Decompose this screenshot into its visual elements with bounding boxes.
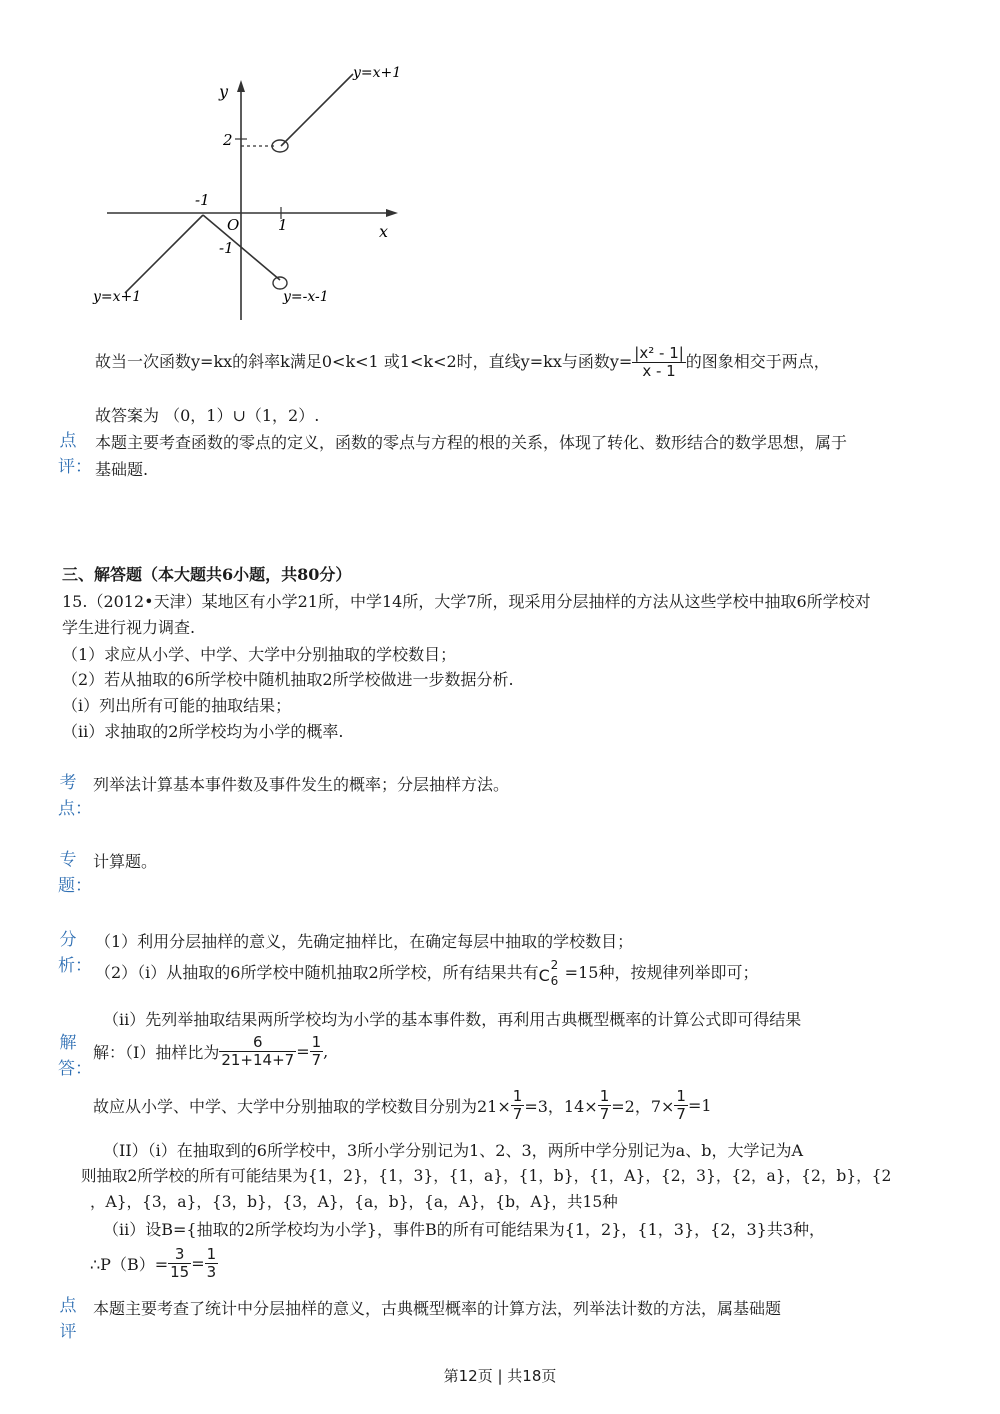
ratio-res-den: 7 [311,1051,322,1069]
fraction-b [598,1088,612,1123]
tick-label-neg1-y: -1 [219,239,234,257]
sampling-ratio-fraction [219,1034,296,1069]
jieda-step4: 则抽取2所学校的所有可能结果为{1，2}，{1，3}，{1，a}，{1，b}，{1，A}，{2，3}，{2，a}，{2，b}，{2 [81,1167,892,1185]
step2-pre: 故应从小学、中学、大学中分别抽取的学校数目分别为21× [93,1097,511,1116]
step7-pre: ∴P（B）= [90,1255,169,1274]
x-axis-arrow [386,209,398,217]
comb-sup: 2 [550,957,559,972]
tick-label-2: 2 [223,131,233,149]
zhuanti-text: 计算题。 [93,852,158,871]
label-y-neg-x-minus-1: y=-x-1 [283,289,329,305]
conclusion-post: 的图象相交于两点， [685,352,830,371]
jieda-step5: ，A}，{3，a}，{3，b}，{3，A}，{a，b}，{a，A}，{b，A}，共15种 [90,1193,618,1211]
prob-num1: 3 [168,1246,191,1264]
tick-label-1: 1 [278,216,288,234]
frac-b-den: 7 [599,1105,610,1123]
y-axis-arrow [237,80,245,92]
combination [538,957,565,988]
conclusion-pre: 故当一次函数y=kx的斜率k满足0<k<1 或1<k<2时，直线y=kx与函数y= [95,352,633,371]
step1-end: , [323,1042,329,1061]
step2-b: =2，7× [611,1097,675,1116]
step2-c: =1 [687,1096,712,1115]
abs-fraction [632,345,686,380]
jieda-step2 [93,1088,712,1123]
prob-fraction-2 [205,1246,219,1281]
q15-part-i: （ⅰ）列出所有可能的抽取结果； [62,696,292,715]
fenxi-line2 [95,957,759,988]
review-text-1a: 本题主要考查函数的零点的定义，函数的零点与方程的根的关系，体现了转化、数形结合的数学思想，属于 [95,433,848,452]
fraction-c [674,1088,688,1123]
ratio-den: 21+14+7 [221,1051,295,1069]
jieda-step3: （II）（i）在抽取到的6所学校中，3所小学分别记为1、2、3，两所中学分别记为a、b，大学记为A [103,1141,803,1160]
kaodian-tag: 考点： [58,773,92,819]
comb-c: C [538,965,550,985]
prob-fraction-1 [168,1246,191,1281]
step1-pre: 解：（I）抽样比为 [93,1043,220,1062]
prob-num2: 1 [206,1245,217,1263]
q15-part1: （1）求应从小学、中学、大学中分别抽取的学校数目； [62,645,457,664]
jieda-step7 [90,1246,218,1281]
q15-line1: 15.（2012•天津）某地区有小学21所，中学14所，大学7所，现采用分层抽样的方法从这些学校中抽取6所学校对 [62,592,871,611]
frac-a-den: 7 [512,1105,523,1123]
conclusion-line [95,342,830,382]
q15-part2: （2）若从抽取的6所学校中随机抽取2所学校做进一步数据分析. [62,670,514,689]
frac-c-num: 1 [676,1087,686,1105]
tick-label-neg1-x: -1 [195,191,210,209]
q15-line2: 学生进行视力调查. [62,618,196,637]
comb-sub: 6 [550,973,559,988]
x-axis-label: x [379,222,389,241]
label-y-x-plus-1-upper: y=x+1 [353,65,402,81]
branch-left [125,215,203,293]
step7-eq: = [191,1254,205,1273]
page-footer: 第12页 | 共18页 [443,1367,557,1385]
fraction-numerator: |x² - 1| [634,344,684,362]
fenxi-line2-post: =15种，按规律列举即可； [564,963,759,982]
zhuanti-tag: 专题： [58,850,92,896]
jieda-step1 [93,1034,328,1069]
review-text-1b: 基础题. [95,460,149,479]
q15-part-ii: （ⅱ）求抽取的2所学校均为小学的概率. [62,722,344,741]
prob-den1: 15 [170,1263,190,1281]
fraction-a [511,1088,525,1123]
jieda-step6: （ii）设B={抽取的2所学校均为小学}，事件B的所有可能结果为{1，2}，{1，3}，{2，3}共3种， [103,1220,826,1239]
y-axis-label: y [219,82,229,101]
fenxi-tag: 分析： [58,930,92,976]
label-y-x-plus-1-lower: y=x+1 [93,289,142,305]
function-graph [85,55,425,325]
fraction-denominator: x - 1 [642,362,676,380]
ratio-res-num: 1 [311,1033,322,1051]
answer-line: 故答案为 （0，1）∪（1，2）. [95,406,320,425]
step2-a: =3，14× [524,1097,598,1116]
review-tag-2: 点评 [59,1296,77,1342]
ratio-num: 6 [219,1034,296,1052]
step1-eq: = [296,1042,310,1061]
fenxi-line1: （1）利用分层抽样的意义，先确定抽样比，在确定每层中抽取的学校数目； [95,932,634,951]
review-tag-1: 点评： [58,431,92,477]
branch-upper-right [281,74,353,146]
ratio-result-fraction [310,1034,324,1069]
open-point-upper [272,140,288,152]
origin-label: O [227,216,240,234]
fenxi-line2-pre: （2）（i）从抽取的6所学校中随机抽取2所学校，所有结果共有 [95,963,539,982]
prob-den2: 3 [206,1263,217,1281]
section-heading: 三、解答题（本大题共6小题，共80分） [62,565,352,584]
frac-a-num: 1 [512,1087,523,1105]
jieda-tag: 解答： [58,1033,92,1079]
frac-c-den: 7 [676,1105,686,1123]
open-point-lower [273,277,287,289]
frac-b-num: 1 [599,1087,610,1105]
review-text-2: 本题主要考查了统计中分层抽样的意义，古典概型概率的计算方法，列举法计数的方法，属基础题 [93,1299,782,1318]
fenxi-line3: （ii）先列举抽取结果两所学校均为小学的基本事件数，再利用古典概型概率的计算公式即可得结果 [103,1010,802,1029]
kaodian-text: 列举法计算基本事件数及事件发生的概率；分层抽样方法。 [93,775,510,794]
